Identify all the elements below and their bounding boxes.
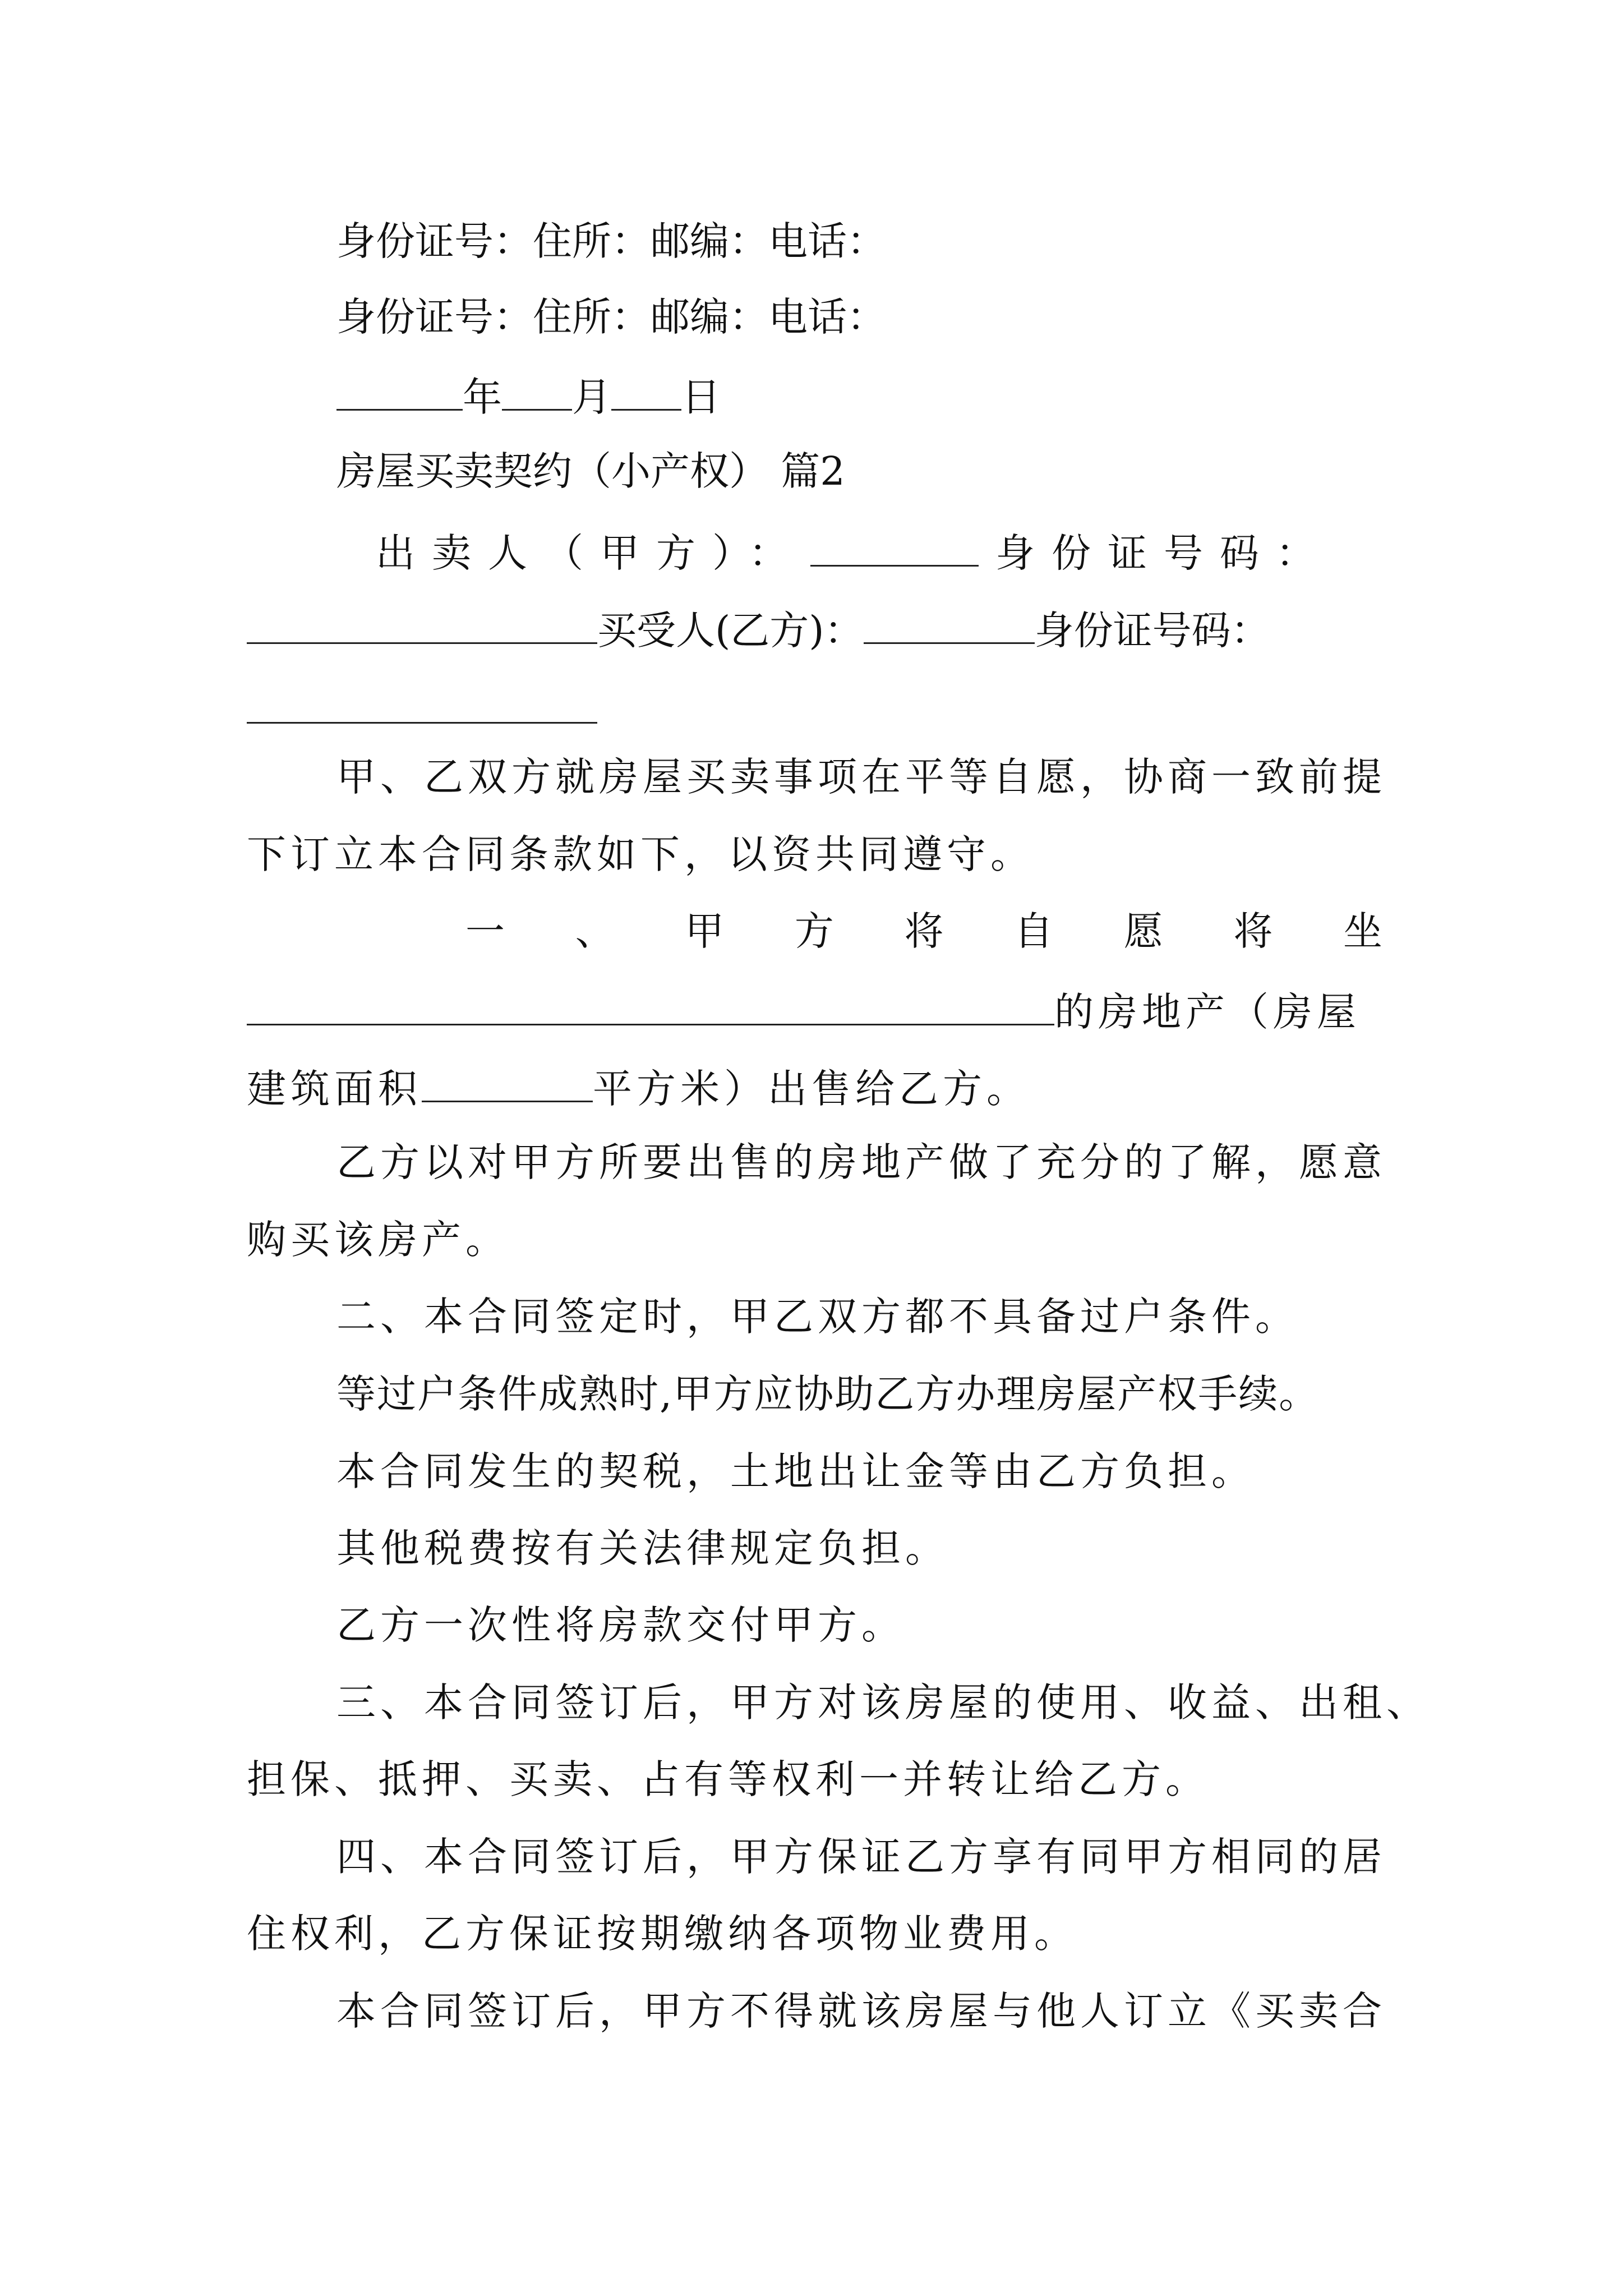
clause-3-line-1: 三、本合同签订后，甲方对该房屋的使用、收益、出租、 <box>336 1680 1430 1726</box>
clause-2-transfer: 等过户条件成熟时,甲方应协助乙方办理房屋产权手续。 <box>336 1371 1320 1417</box>
seller-label: 出卖人（甲方）： <box>376 530 805 576</box>
clause-1-line-2 <box>247 989 1361 1035</box>
seller-name-blank <box>810 530 979 567</box>
paragraph-1-line-1: 甲、乙双方就房屋买卖事项在平等自愿，协商一致前提 <box>336 754 1386 800</box>
property-location-blank <box>247 989 1054 1025</box>
clause-1-char: 将 <box>904 908 944 954</box>
buyer-id-blank <box>247 687 597 724</box>
area-blank <box>422 1066 593 1102</box>
id-address-line-2: 身份证号：住所：邮编：电话： <box>336 294 886 340</box>
paragraph-2-line-1: 乙方以对甲方所要出售的房地产做了充分的了解，愿意 <box>336 1139 1386 1185</box>
clause-1-line-1 <box>465 908 1382 954</box>
clause-1-text-2: 的房地产（房屋 <box>1054 989 1361 1035</box>
month-blank <box>502 374 572 411</box>
clause-2-payment: 乙方一次性将房款交付甲方。 <box>336 1602 905 1648</box>
clause-4-line-2: 住权利，乙方保证按期缴纳各项物业费用。 <box>247 1911 1078 1957</box>
clause-1-char: 将 <box>1233 908 1273 954</box>
clause-1-char: 坐 <box>1343 908 1382 954</box>
month-label: 月 <box>572 374 611 420</box>
day-label: 日 <box>681 374 721 420</box>
clause-1-char: 、 <box>575 908 615 954</box>
date-line <box>336 374 721 420</box>
clause-1-char: 愿 <box>1123 908 1163 954</box>
buyer-label: 买受人(乙方)： <box>597 608 864 654</box>
clause-1-line-3 <box>247 1066 1030 1112</box>
buyer-name-blank <box>864 608 1035 644</box>
section-heading: 房屋买卖契约（小产权） 篇2 <box>336 448 845 494</box>
day-blank <box>611 374 681 411</box>
buyer-id-blank-line <box>247 687 597 730</box>
seller-id-label: 身份证号码： <box>995 530 1332 576</box>
clause-1-text-3: 平方米）出售给乙方。 <box>593 1066 1030 1112</box>
clause-1-char: 甲 <box>685 908 725 954</box>
area-label: 建筑面积 <box>247 1066 422 1112</box>
clause-3-line-2: 担保、抵押、买卖、占有等权利一并转让给乙方。 <box>247 1756 1209 1802</box>
year-label: 年 <box>463 374 502 420</box>
clause-2-other-fees: 其他税费按有关法律规定负担。 <box>336 1525 949 1571</box>
paragraph-1-line-2: 下订立本合同条款如下，以资共同遵守。 <box>247 831 1034 877</box>
clause-1-char: 方 <box>794 908 834 954</box>
buyer-id-label: 身份证号码： <box>1034 608 1270 654</box>
clause-5-line-1: 本合同签订后，甲方不得就该房屋与他人订立《买卖合 <box>336 1988 1386 2034</box>
id-address-line-1: 身份证号：住所：邮编：电话： <box>336 218 886 264</box>
clause-4-line-1: 四、本合同签订后，甲方保证乙方享有同甲方相同的居 <box>336 1834 1386 1880</box>
seller-line <box>376 530 1332 576</box>
buyer-line <box>247 608 1270 654</box>
clause-1-char: 自 <box>1014 908 1054 954</box>
clause-2-tax: 本合同发生的契税，土地出让金等由乙方负担。 <box>336 1448 1255 1494</box>
clause-1-char: 一 <box>465 908 505 954</box>
seller-id-blank <box>247 608 597 644</box>
year-blank <box>336 374 463 411</box>
paragraph-2-line-2: 购买该房产。 <box>247 1217 509 1263</box>
clause-2: 二、本合同签定时，甲乙双方都不具备过户条件。 <box>336 1294 1299 1340</box>
